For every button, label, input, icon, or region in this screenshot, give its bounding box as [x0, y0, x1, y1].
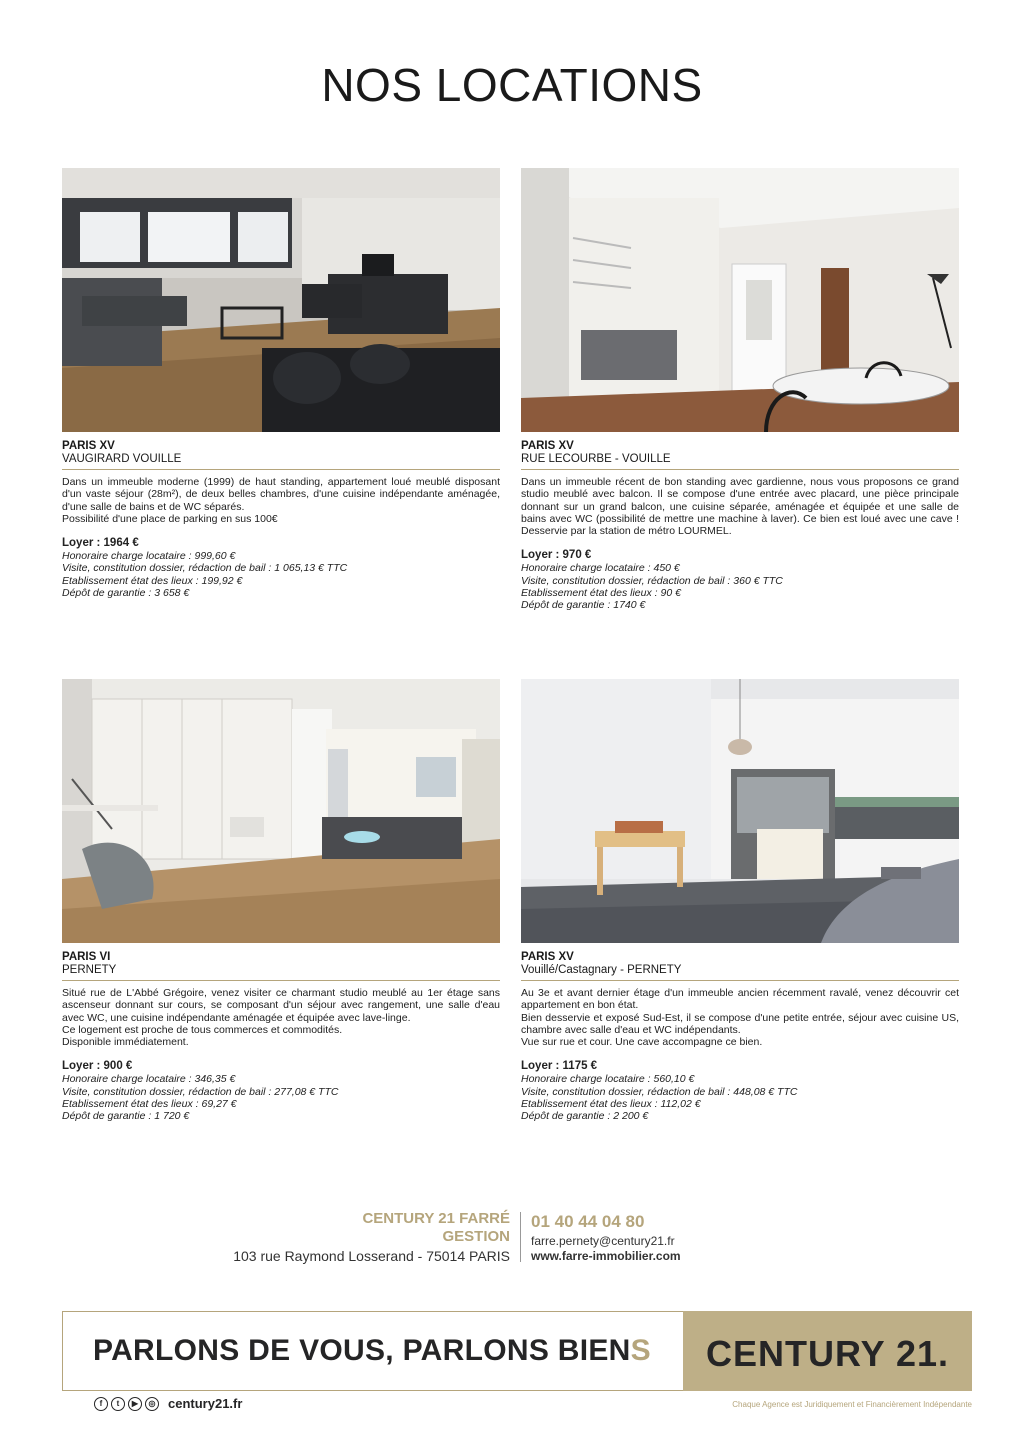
agency-name: CENTURY 21 FARRÉ [362, 1210, 510, 1227]
brand-panel [683, 1311, 972, 1391]
listing-photo [521, 168, 959, 432]
listing-city: PARIS VI [62, 951, 111, 963]
listing-rent: Loyer : 900 € [62, 1060, 133, 1073]
facebook-icon[interactable]: f [94, 1397, 108, 1411]
footer-site-link[interactable]: century21.fr [168, 1396, 243, 1411]
slogan: PARLONS DE VOUS, PARLONS BIENS [93, 1334, 651, 1367]
agency-contact [0, 1210, 1024, 1270]
divider [521, 469, 959, 470]
listing-fees: Honoraire charge locataire : 999,60 € Visite, constitution dossier, rédaction de bail : 1 065,13 € TTC Etablissement état des lieux : 199,92 € Dépôt de garantie : 3 658 € [62, 550, 348, 600]
listing-description: Situé rue de L'Abbé Grégoire, venez visiter ce charmant studio meublé au 1er étage sans ascenseur donnant sur cours, se composant d'un séjour avec rangement, une salle d'eau avec WC, une cuisine indépendante aménagée et équipée avec lave-linge. Ce logement est proche de tous commerces et commodités. Disponible immédiatement. [62, 987, 500, 1049]
listing-city: PARIS XV [521, 440, 574, 452]
listing-description: Dans un immeuble moderne (1999) de haut standing, appartement loué meublé disposant d'un vaste séjour (28m²), de deux belles chambres, d'une cuisine indépendante aménagée, d'une salle de bains et de WC séparés. Possibilité d'une place de parking en sus 100€ [62, 476, 500, 525]
listing-photo [62, 168, 500, 432]
listing-photo [521, 679, 959, 943]
listing-street: VAUGIRARD VOUILLE [62, 453, 182, 465]
listing-fees: Honoraire charge locataire : 560,10 € Visite, constitution dossier, rédaction de bail : 448,08 € TTC Etablissement état des lieux : 112,02 € Dépôt de garantie : 2 200 € [521, 1073, 798, 1123]
slogan-panel [62, 1311, 683, 1391]
agency-name-suffix: GESTION [442, 1228, 510, 1245]
listing-photo [62, 679, 500, 943]
listing-street: Vouillé/Castagnary - PERNETY [521, 964, 682, 976]
agency-info [233, 1210, 510, 1266]
listing-city: PARIS XV [521, 951, 574, 963]
divider [62, 469, 500, 470]
agency-address: 103 rue Raymond Losserand - 75014 PARIS [233, 1248, 510, 1264]
agency-phone[interactable]: 01 40 44 04 80 [531, 1212, 645, 1231]
listing-fees: Honoraire charge locataire : 450 € Visite, constitution dossier, rédaction de bail : 360 € TTC Etablissement état des lieux : 90 € Dépôt de garantie : 1740 € [521, 562, 783, 612]
divider [521, 980, 959, 981]
social-links [94, 1396, 242, 1411]
listing-rent: Loyer : 970 € [521, 549, 592, 562]
listing-city: PARIS XV [62, 440, 115, 452]
brand-banner [62, 1311, 972, 1391]
twitter-icon[interactable]: t [111, 1397, 125, 1411]
listing-description: Dans un immeuble récent de bon standing avec gardienne, nous vous proposons ce grand studio meublé avec balcon. Il se compose d'une entrée avec placard, une pièce principale donnant sur un grand balcon, une cuisine séparée, aménagée et équipée et une salle de bains avec WC (possibilité de mettre une machine à laver). Ce bien est loué avec une cave ! Desservie par la station de métro LOURMEL. [521, 476, 959, 538]
agency-email[interactable]: farre.pernety@century21.fr [531, 1234, 675, 1248]
divider [62, 980, 500, 981]
agency-website[interactable]: www.farre-immobilier.com [531, 1249, 681, 1263]
listing-street: PERNETY [62, 964, 117, 976]
youtube-icon[interactable]: ▶ [128, 1397, 142, 1411]
listing-fees: Honoraire charge locataire : 346,35 € Visite, constitution dossier, rédaction de bail : 277,08 € TTC Etablissement état des lieux : 69,27 € Dépôt de garantie : 1 720 € [62, 1073, 339, 1123]
listing-description: Au 3e et avant dernier étage d'un immeuble ancien récemment ravalé, venez découvrir cet appartement en bon état. Bien desservie et exposé Sud-Est, il se compose d'une petite entrée, séjour avec cuisine US, chambre avec salle d'eau et WC indépendants. Vue sur rue et cour. Une cave accompagne ce bien. [521, 987, 959, 1049]
listing-rent: Loyer : 1964 € [62, 537, 139, 550]
page-title: NOS LOCATIONS [321, 59, 703, 111]
listing-rent: Loyer : 1175 € [521, 1060, 598, 1073]
listing-street: RUE LECOURBE - VOUILLE [521, 453, 671, 465]
century21-logo: CENTURY 21. [705, 1333, 950, 1374]
divider [520, 1212, 521, 1262]
disclaimer: Chaque Agence est Juridiquement et Financièrement Indépendante [732, 1400, 972, 1409]
instagram-icon[interactable]: ◎ [145, 1397, 159, 1411]
